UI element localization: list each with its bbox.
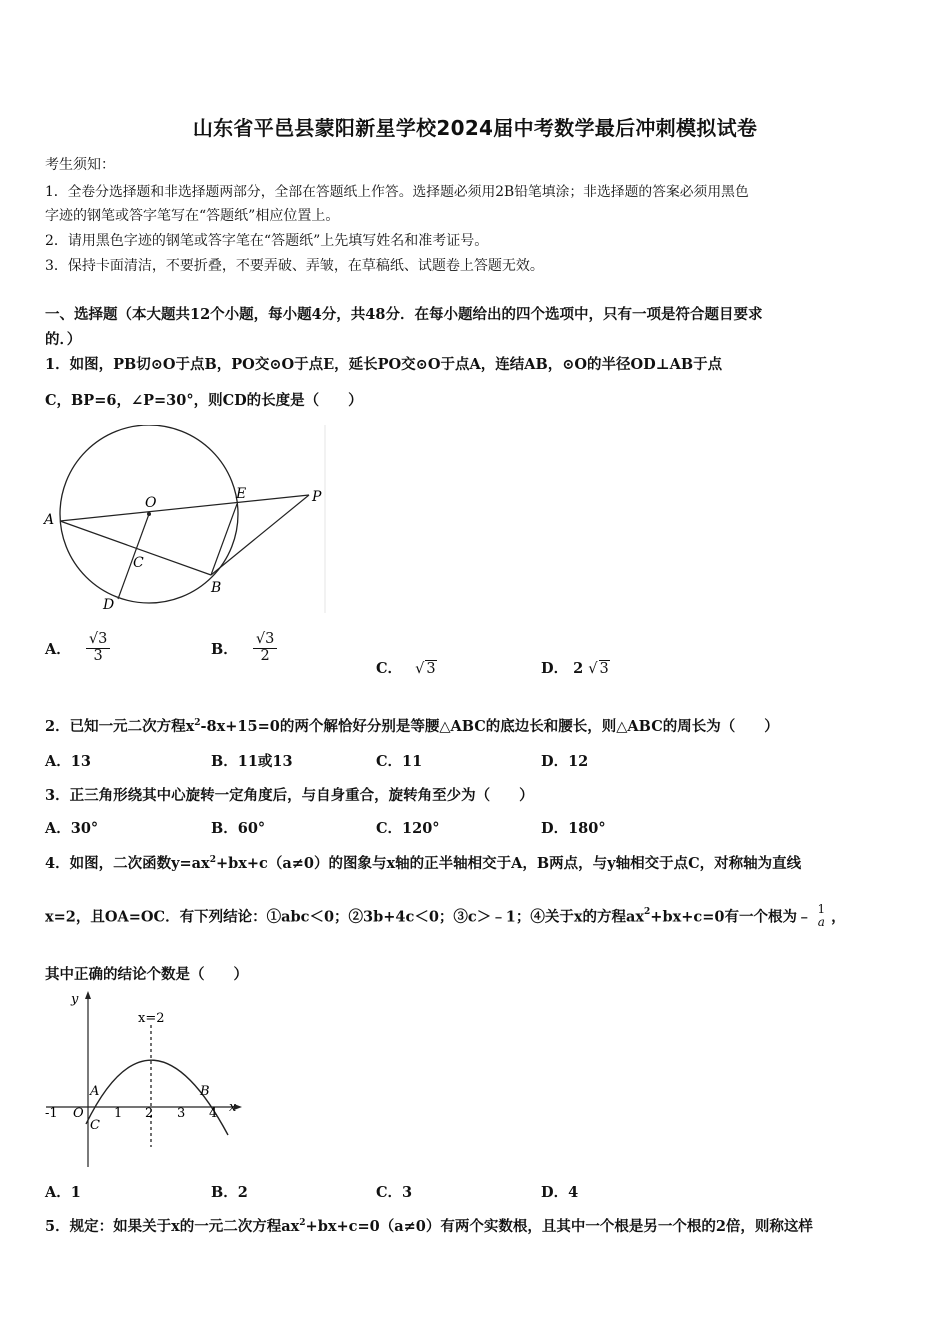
- q1-option-a[interactable]: [45, 632, 110, 665]
- q2-option-a[interactable]: A．13: [45, 753, 91, 770]
- q1-option-c-radicand: 3: [426, 661, 436, 677]
- q1-circle-figure: [42, 425, 332, 615]
- q4-option-b[interactable]: B．2: [211, 1184, 248, 1201]
- point-o: [147, 512, 151, 516]
- q2-option-c[interactable]: C．11: [376, 753, 423, 770]
- label-o: O: [145, 495, 157, 511]
- page-title: 山东省平邑县蒙阳新星学校2024届中考数学最后冲刺模拟试卷: [192, 116, 758, 140]
- q5-text-part-a: 5．规定：如果关于x的一元二次方程ax: [45, 1218, 300, 1235]
- q2-option-d[interactable]: D．12: [541, 753, 589, 770]
- q3-option-c[interactable]: C．120°: [376, 820, 440, 837]
- q2-text-part-b: -8x+15=0的两个解恰好分别是等腰△ABC的底边长和腰长，则△ABC的周长为（ ）: [200, 718, 779, 735]
- q1-option-d-radicand: 3: [599, 661, 609, 677]
- q1-option-b-denominator: 2: [260, 647, 270, 664]
- q4-text-line-1: [45, 852, 801, 873]
- q4-fraction-denominator: a: [817, 915, 825, 930]
- q1-option-a-label: A．: [45, 640, 71, 658]
- label-e: E: [236, 486, 247, 502]
- label-d: D: [103, 597, 115, 613]
- line-ap: [60, 495, 309, 521]
- q1-option-d-coefficient: 2: [573, 660, 584, 677]
- label-a: A: [90, 1084, 100, 1099]
- q2-option-b[interactable]: B．11或13: [211, 753, 293, 770]
- sqrt-icon: √: [588, 661, 598, 677]
- sqrt-icon: √: [415, 661, 425, 677]
- q1-text-line-2: C，BP=6，∠P=30°，则CD的长度是（ ）: [45, 392, 363, 409]
- section-1-line-1: 一、选择题（本大题共12个小题，每小题4分，共48分．在每小题给出的四个选项中，只有一项是符合题目要求: [45, 306, 763, 323]
- q1-option-b-numerator: √3: [253, 632, 277, 649]
- label-c: C: [90, 1118, 100, 1133]
- label-b: B: [200, 1084, 210, 1099]
- q4-line-2-superscript: 2: [644, 907, 651, 918]
- label-o: O: [73, 1106, 84, 1121]
- notice-item-1-line-1: 1．全卷分选择题和非选择题两部分，全部在答题纸上作答。选择题必须用2B铅笔填涂；非选择题的答案必须用黑色: [45, 184, 749, 200]
- notice-item-3: 3．保持卡面清洁，不要折叠，不要弄破、弄皱，在草稿纸、试题卷上答题无效。: [45, 258, 544, 274]
- label-c: C: [133, 555, 144, 571]
- y-label: y: [71, 992, 79, 1007]
- q4-option-d[interactable]: D．4: [541, 1184, 579, 1201]
- label-a: A: [44, 512, 55, 528]
- q3-option-b[interactable]: B．60°: [211, 820, 266, 837]
- q4-line-1-superscript: 2: [209, 855, 216, 865]
- q1-option-b-label: B．: [211, 640, 238, 658]
- q4-text-line-3: 其中正确的结论个数是（ ）: [45, 966, 248, 983]
- q2-text: [45, 715, 779, 736]
- notice-item-2: 2．请用黑色字迹的钢笔或答字笔在“答题纸”上先填写姓名和准考证号。: [45, 233, 489, 249]
- tick-4: 4: [209, 1106, 218, 1121]
- tick-2: 2: [145, 1106, 154, 1121]
- q4-line-1-part-a: 4．如图，二次函数y=ax: [45, 855, 210, 872]
- q4-option-c[interactable]: C．3: [376, 1184, 413, 1201]
- q4-fraction: [814, 903, 828, 929]
- q4-line-2-end: ，: [831, 908, 846, 926]
- y-axis-arrow-icon: [85, 991, 91, 999]
- q1-option-b-fraction: [253, 632, 277, 665]
- q3-option-d[interactable]: D．180°: [541, 820, 606, 837]
- q3-text: 3．正三角形绕其中心旋转一定角度后，与自身重合，旋转角至少为（ ）: [45, 787, 534, 804]
- q2-text-part-a: 2．已知一元二次方程x: [45, 718, 195, 735]
- q4-line-2-part-b: +bx+c=0有一个根为﹣: [650, 908, 812, 926]
- tick-1: 1: [114, 1106, 123, 1121]
- q4-line-2-part-a: x=2，且OA=OC．有下列结论：①abc＜0；②3b+4c＜0；③c＞﹣1；④关于x的方程ax: [45, 908, 645, 926]
- label-b: B: [211, 580, 222, 596]
- tick-3: 3: [177, 1106, 186, 1121]
- notice-heading: 考生须知：: [45, 157, 115, 173]
- notice-item-1-line-2: 字迹的钢笔或答字笔写在“答题纸”相应位置上。: [45, 208, 340, 224]
- q1-option-d[interactable]: [541, 657, 610, 678]
- section-1-line-2: 的．）: [45, 331, 82, 348]
- q5-text: [45, 1215, 813, 1236]
- q1-option-c[interactable]: [376, 657, 437, 678]
- x-label: x: [229, 1100, 237, 1115]
- q4-text-line-2: [45, 903, 846, 929]
- q4-option-a[interactable]: A．1: [45, 1184, 81, 1201]
- q1-option-a-numerator: √3: [86, 632, 110, 649]
- q1-option-a-fraction: [86, 632, 110, 665]
- q5-text-part-b: +bx+c=0（a≠0）有两个实数根，且其中一个根是另一个根的2倍，则称这样: [305, 1218, 813, 1235]
- q1-option-a-denominator: 3: [93, 647, 103, 664]
- tick-neg-1: -1: [45, 1106, 58, 1121]
- q2-superscript: 2: [194, 718, 201, 728]
- q1-option-b[interactable]: [211, 632, 277, 665]
- q4-fraction-numerator: 1: [817, 902, 826, 916]
- symmetry-label: x=2: [138, 1011, 165, 1026]
- q1-option-d-label: D．: [541, 660, 569, 677]
- q1-option-c-label: C．: [376, 660, 403, 677]
- label-p: P: [312, 489, 322, 505]
- q4-line-1-part-b: +bx+c（a≠0）的图象与x轴的正半轴相交于A，B两点，与y轴相交于点C，对称轴为直线: [215, 855, 802, 872]
- q1-text-line-1: 1．如图，PB切⊙O于点B，PO交⊙O于点E，延长PO交⊙O于点A，连结AB，⊙O的半径OD⊥AB于点: [45, 356, 723, 373]
- q5-superscript: 2: [299, 1218, 306, 1228]
- q4-parabola-graph: [42, 987, 252, 1172]
- q3-option-a[interactable]: A．30°: [45, 820, 99, 837]
